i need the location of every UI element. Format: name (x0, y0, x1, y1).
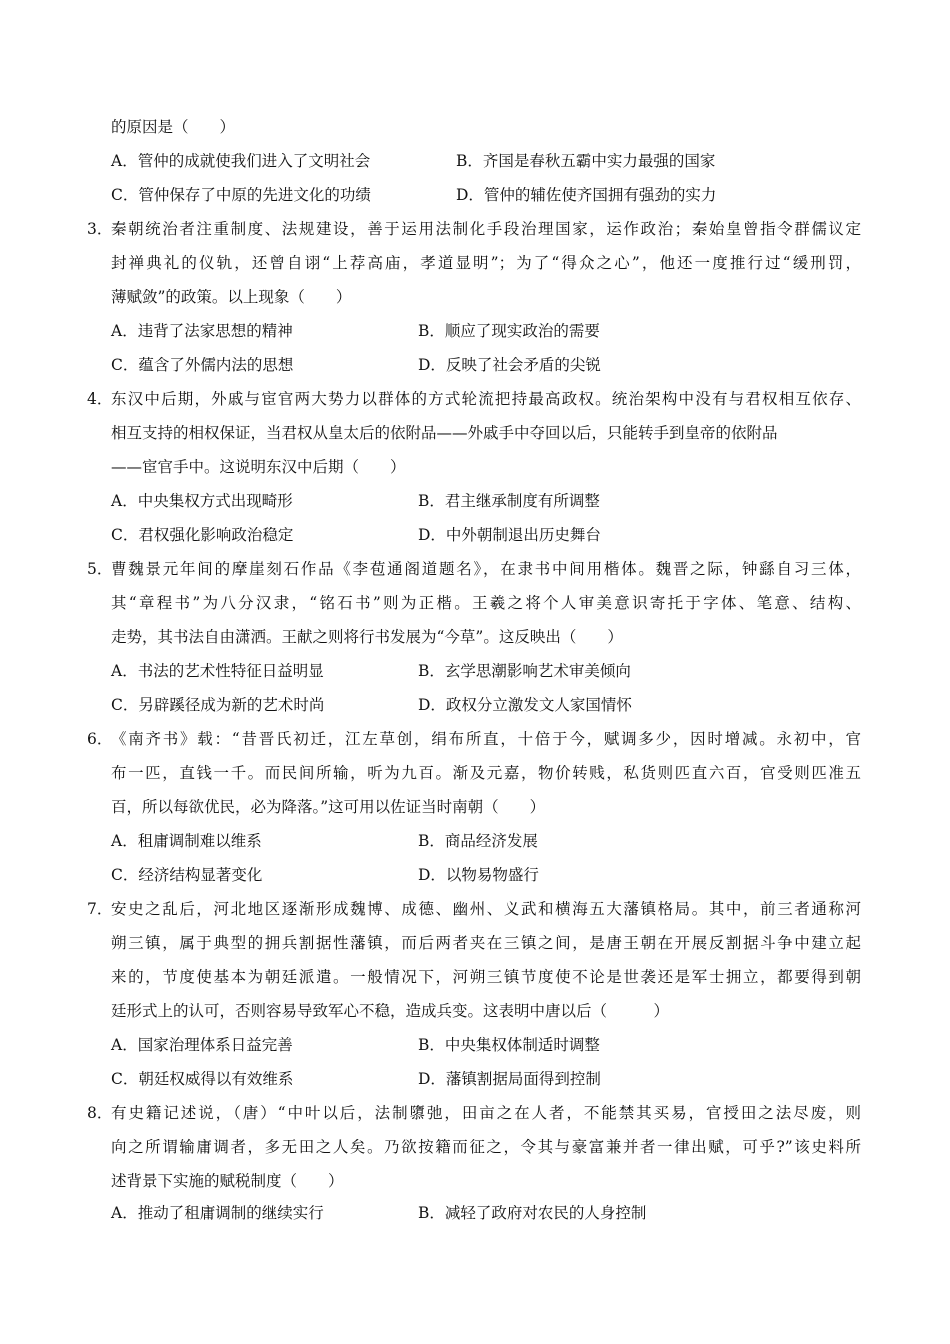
question-stem-line: 述背景下实施的赋税制度（ ） (111, 1172, 344, 1190)
question-stem-line: 朔三镇，属于典型的拥兵割据性藩镇，而后两者夹在三镇之间，是唐王朝在开展反割据斗争中建立起 (111, 934, 861, 952)
option-b[interactable]: B．君主继承制度有所调整 (418, 492, 600, 510)
question-stem-line: 秦朝统治者注重制度、法规建设，善于运用法制化手段治理国家，运作政治；秦始皇曾指令群儒议定 (111, 220, 861, 238)
option-d[interactable]: D．中外朝制退出历史舞台 (418, 526, 601, 544)
question-stem-line: 百，所以每欲优民，必为降落。”这可用以佐证当时南朝（ ） (111, 798, 546, 816)
question-stem-line: 走势，其书法自由潇洒。王献之则将行书发展为“今草”。这反映出（ ） (111, 628, 623, 646)
question-number: 3． (87, 220, 113, 238)
question-stem-line: 安史之乱后，河北地区逐渐形成魏博、成德、幽州、义武和横海五大藩镇格局。其中，前三者通称河 (111, 900, 861, 918)
option-b[interactable]: B．减轻了政府对农民的人身控制 (418, 1204, 647, 1222)
question-stem-line: 有史籍记述说，（唐）“中叶以后，法制隳弛，田亩之在人者，不能禁其买易，官授田之法尽废，则 (111, 1104, 861, 1122)
option-a[interactable]: A．国家治理体系日益完善 (111, 1036, 293, 1054)
question-stem-line: 来的，节度使基本为朝廷派遣。一般情况下，河朔三镇节度使不论是世袭还是军士拥立，都要得到朝 (111, 968, 861, 986)
question-number: 4． (87, 390, 113, 408)
option-a[interactable]: A．推动了租庸调制的继续实行 (111, 1204, 324, 1222)
question-stem-line: 《南齐书》载：“昔晋氏初迁，江左草创，绢布所直，十倍于今，赋调多少，因时增减。永初中，官 (111, 730, 861, 748)
option-b[interactable]: B．商品经济发展 (418, 832, 538, 850)
option-a[interactable]: A．租庸调制难以维系 (111, 832, 262, 850)
question-stem-line: 的原因是（ ） (111, 118, 236, 136)
question-stem-line: 廷形式上的认可，否则容易导致军心不稳，造成兵变。这表明中唐以后（ ） (111, 1002, 670, 1020)
option-c[interactable]: C．管仲保存了中原的先进文化的功绩 (111, 186, 371, 204)
question-stem-line: 布一匹，直钱一千。而民间所输，听为九百。渐及元嘉，物价转贱，私货则匹直六百，官受则匹准五 (111, 764, 861, 782)
option-c[interactable]: C．另辟蹊径成为新的艺术时尚 (111, 696, 325, 714)
option-d[interactable]: D．反映了社会矛盾的尖锐 (418, 356, 601, 374)
question-stem-line: 相互支持的相权保证，当君权从皇太后的依附品——外戚手中夺回以后，只能转手到皇帝的依附品 (111, 424, 778, 442)
option-b[interactable]: B．中央集权体制适时调整 (418, 1036, 600, 1054)
option-a[interactable]: A．违背了法家思想的精神 (111, 322, 293, 340)
option-a[interactable]: A．中央集权方式出现畸形 (111, 492, 293, 510)
option-c[interactable]: C．蕴含了外儒内法的思想 (111, 356, 294, 374)
question-stem-line: 其“章程书”为八分汉隶，“铭石书”则为正楷。王羲之将个人审美意识寄托于字体、笔意、结构、 (111, 594, 861, 612)
question-number: 7． (87, 900, 113, 918)
option-d[interactable]: D．以物易物盛行 (418, 866, 539, 884)
option-c[interactable]: C．君权强化影响政治稳定 (111, 526, 294, 544)
option-d[interactable]: D．政权分立激发文人家国情怀 (418, 696, 632, 714)
option-c[interactable]: C．经济结构显著变化 (111, 866, 263, 884)
question-number: 6． (87, 730, 113, 748)
option-d[interactable]: D．藩镇割据局面得到控制 (418, 1070, 601, 1088)
question-stem-line: 薄赋敛”的政策。以上现象（ ） (111, 288, 352, 306)
option-b[interactable]: B．齐国是春秋五霸中实力最强的国家 (456, 152, 716, 170)
option-b[interactable]: B．顺应了现实政治的需要 (418, 322, 600, 340)
option-c[interactable]: C．朝廷权威得以有效维系 (111, 1070, 294, 1088)
question-stem-line: 东汉中后期，外戚与宦官两大势力以群体的方式轮流把持最高政权。统治架构中没有与君权相互依存、 (111, 390, 861, 408)
question-stem-line: ——宦官手中。这说明东汉中后期（ ） (111, 458, 406, 476)
question-stem-line: 曹魏景元年间的摩崖刻石作品《李苞通阁道题名》，在隶书中间用楷体。魏晋之际，钟繇自习三体， (111, 560, 861, 578)
question-stem-line: 向之所谓输庸调者，多无田之人矣。乃欲按籍而征之，令其与豪富兼并者一律出赋，可乎?”该史料所 (111, 1138, 861, 1156)
question-number: 5． (87, 560, 113, 578)
question-number: 8． (87, 1104, 113, 1122)
option-d[interactable]: D．管仲的辅佐使齐国拥有强劲的实力 (456, 186, 717, 204)
option-a[interactable]: A．管仲的成就使我们进入了文明社会 (111, 152, 371, 170)
question-stem-line: 封禅典礼的仪轨，还曾自诩“上荐高庙，孝道显明”；为了“得众之心”，他还一度推行过“缓刑罚， (111, 254, 861, 272)
option-a[interactable]: A．书法的艺术性特征日益明显 (111, 662, 324, 680)
option-b[interactable]: B．玄学思潮影响艺术审美倾向 (418, 662, 631, 680)
